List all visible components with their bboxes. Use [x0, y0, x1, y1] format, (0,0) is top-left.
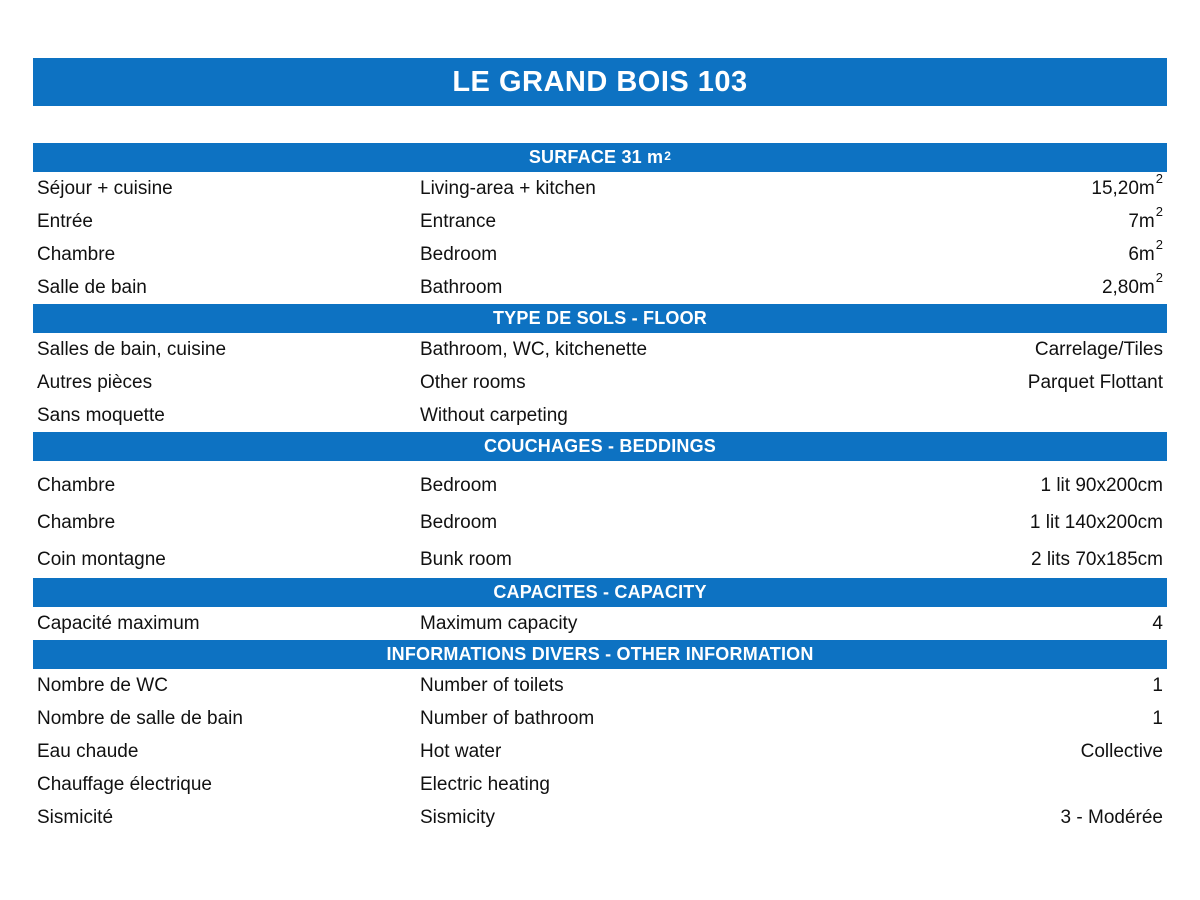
row-label-fr: Chambre	[37, 474, 116, 496]
row-value-text: 15,20m	[1091, 177, 1155, 199]
row-label-fr: Chauffage électrique	[37, 773, 212, 795]
row-label-en: Bedroom	[420, 474, 498, 496]
row-label-fr: Capacité maximum	[37, 612, 200, 634]
row-value: 3 - Modérée	[1060, 806, 1163, 828]
table-row	[33, 366, 1167, 399]
table-row	[33, 504, 1167, 541]
row-value-text: 7m	[1128, 210, 1155, 232]
row-label-fr: Eau chaude	[37, 740, 139, 762]
row-value: 1	[1152, 707, 1163, 729]
table-row	[33, 399, 1167, 432]
section-header-floor	[33, 304, 1167, 333]
row-label-en: Other rooms	[420, 371, 526, 393]
table-row	[33, 271, 1167, 304]
row-value: 1	[1152, 674, 1163, 696]
row-label-fr: Sans moquette	[37, 404, 165, 426]
section-rows-capacity	[33, 607, 1167, 640]
section-rows-floor	[33, 333, 1167, 432]
row-label-en: Number of toilets	[420, 674, 564, 696]
page-title: LE GRAND BOIS 103	[452, 65, 748, 98]
row-label-fr: Séjour + cuisine	[37, 177, 173, 199]
row-value: 1 lit 140x200cm	[1029, 511, 1163, 533]
row-value-superscript: 2	[1155, 237, 1163, 253]
row-value	[1101, 270, 1167, 299]
row-label-en: Sismicity	[420, 806, 495, 828]
table-row	[33, 702, 1167, 735]
row-label-fr: Chambre	[37, 243, 116, 265]
row-label-fr: Salle de bain	[37, 276, 147, 298]
row-label-en: Bunk room	[420, 548, 512, 570]
row-label-fr: Coin montagne	[37, 548, 166, 570]
section-header-label: COUCHAGES - BEDDINGS	[483, 436, 716, 456]
section-header-label: CAPACITES - CAPACITY	[493, 582, 707, 602]
row-label-en: Entrance	[420, 210, 497, 232]
table-row	[33, 607, 1167, 640]
row-label-fr: Nombre de salle de bain	[37, 707, 243, 729]
row-value-superscript: 2	[1155, 171, 1163, 187]
row-label-fr: Autres pièces	[37, 371, 153, 393]
row-value: Collective	[1080, 740, 1163, 762]
table-row	[33, 735, 1167, 768]
section-header-beddings	[33, 432, 1167, 461]
row-value	[1128, 237, 1167, 266]
table-row	[33, 467, 1167, 504]
row-value-text: 2,80m	[1101, 276, 1155, 298]
table-row	[33, 669, 1167, 702]
row-value	[1091, 171, 1167, 200]
section-header-surface: SURFACE 31 m $^2$	[33, 143, 1167, 172]
section-header-label: INFORMATIONS DIVERS - OTHER INFORMATION	[386, 644, 814, 664]
row-label-en: Living-area + kitchen	[420, 177, 596, 199]
row-value-superscript: 2	[1155, 270, 1163, 286]
row-label-fr: Chambre	[37, 511, 116, 533]
row-label-fr: Salles de bain, cuisine	[37, 338, 227, 360]
section-header-other-information	[33, 640, 1167, 669]
section-header-label: SURFACE 31 m	[528, 147, 664, 167]
section-header-label: TYPE DE SOLS - FLOOR	[492, 308, 707, 328]
row-label-en: Bathroom, WC, kitchenette	[420, 338, 648, 360]
row-value: 4	[1152, 612, 1163, 634]
row-label-en: Number of bathroom	[420, 707, 595, 729]
table-row	[33, 205, 1167, 238]
title-bar	[33, 58, 1167, 106]
table-row	[33, 172, 1167, 205]
row-label-en: Hot water	[420, 740, 502, 762]
table-row	[33, 768, 1167, 801]
row-value: 1 lit 90x200cm	[1040, 474, 1163, 496]
row-value: Carrelage/Tiles	[1034, 338, 1163, 360]
row-value: Parquet Flottant	[1027, 371, 1163, 393]
section-header-capacity	[33, 578, 1167, 607]
row-label-fr: Nombre de WC	[37, 674, 168, 696]
row-label-en: Bathroom	[420, 276, 503, 298]
row-label-en: Maximum capacity	[420, 612, 578, 634]
section-rows-surface	[33, 172, 1167, 304]
row-value	[1128, 204, 1167, 233]
table-row	[33, 333, 1167, 366]
row-label-en: Without carpeting	[420, 404, 568, 426]
row-label-en: Bedroom	[420, 511, 498, 533]
section-rows-beddings	[33, 461, 1167, 578]
table-row	[33, 238, 1167, 271]
table-row	[33, 801, 1167, 834]
sheet-content	[33, 58, 1167, 834]
row-value-superscript: 2	[1155, 204, 1163, 220]
row-value-text: 6m	[1128, 243, 1155, 265]
table-row	[33, 541, 1167, 578]
row-label-fr: Entrée	[37, 210, 93, 232]
row-label-fr: Sismicité	[37, 806, 114, 828]
row-label-en: Electric heating	[420, 773, 550, 795]
row-value: 2 lits 70x185cm	[1030, 548, 1163, 570]
section-rows-other-information	[33, 669, 1167, 834]
row-label-en: Bedroom	[420, 243, 498, 265]
